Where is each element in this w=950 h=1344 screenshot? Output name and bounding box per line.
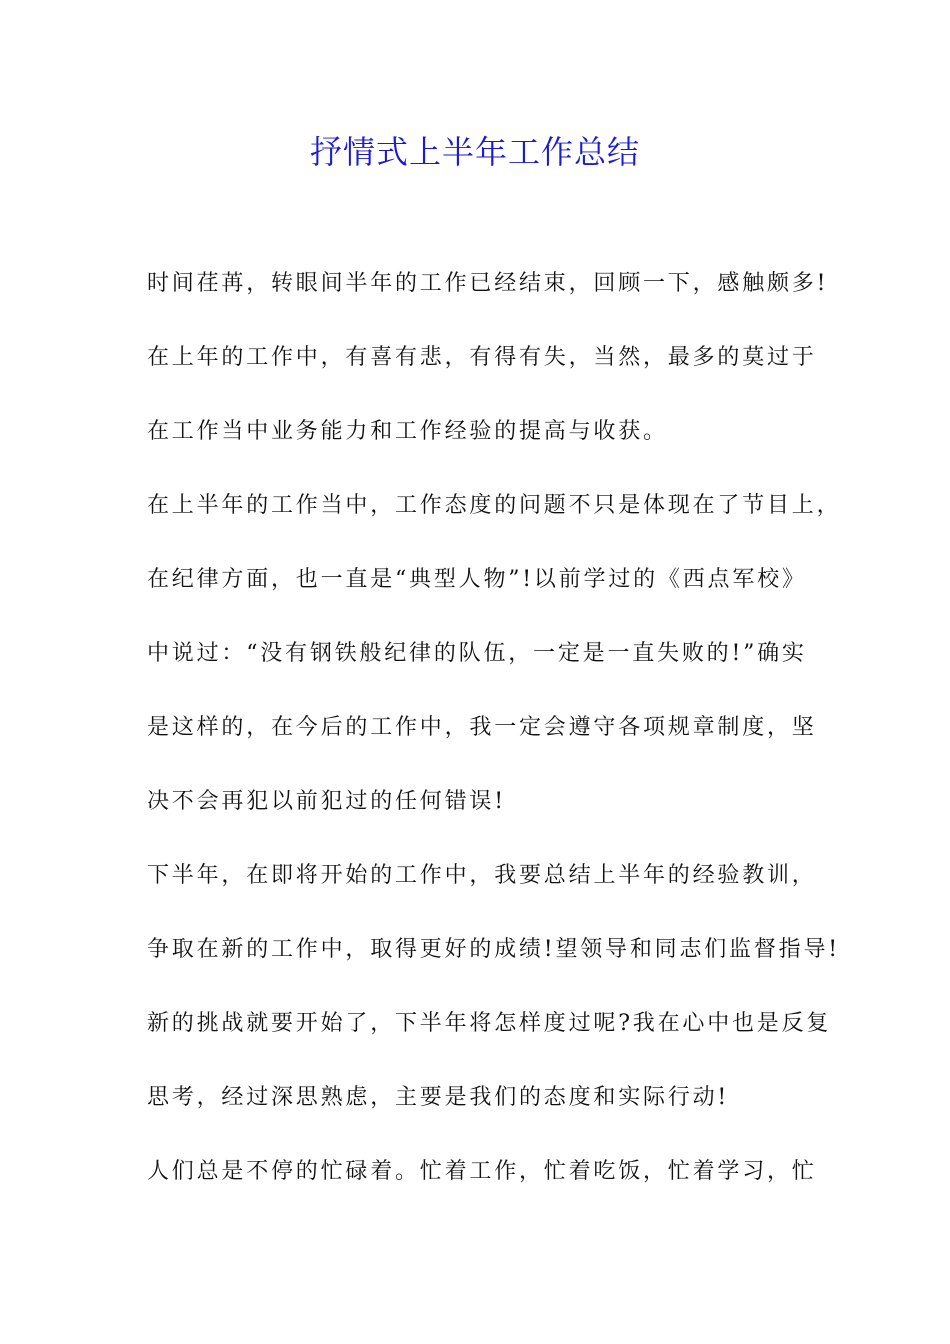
body-line-13: 人们总是不停的忙碌着。忙着工作，忙着吃饭，忙着学习，忙	[147, 1159, 817, 1184]
body-line-7: 是这样的，在今后的工作中，我一定会遵守各项规章制度，坚	[147, 715, 817, 740]
body-line-9: 下半年，在即将开始的工作中，我要总结上半年的经验教训，	[147, 863, 817, 888]
body-line-12: 思考，经过深思熟虑，主要是我们的态度和实际行动!	[147, 1085, 730, 1110]
body-line-4: 在上半年的工作当中，工作态度的问题不只是体现在了节目上，	[147, 493, 842, 518]
document-body	[147, 262, 842, 1224]
document-title: 抒情式上半年工作总结	[309, 133, 640, 171]
body-line-5: 在纪律方面，也一直是“典型人物”!以前学过的《西点军校》	[147, 567, 807, 592]
body-line-11: 新的挑战就要开始了，下半年将怎样度过呢?我在心中也是反复	[147, 1011, 832, 1036]
body-line-6: 中说过：“没有钢铁般纪律的队伍，一定是一直失败的!”确实	[147, 641, 807, 666]
body-line-2: 在上年的工作中，有喜有悲，有得有失，当然，最多的莫过于	[147, 345, 817, 370]
body-line-8: 决不会再犯以前犯过的任何错误!	[147, 789, 506, 814]
body-line-10: 争取在新的工作中，取得更好的成绩!望领导和同志们监督指导!	[147, 937, 840, 962]
body-line-1: 时间荏苒，转眼间半年的工作已经结束，回顾一下，感触颇多!	[147, 271, 829, 296]
body-line-3: 在工作当中业务能力和工作经验的提高与收获。	[147, 419, 668, 444]
